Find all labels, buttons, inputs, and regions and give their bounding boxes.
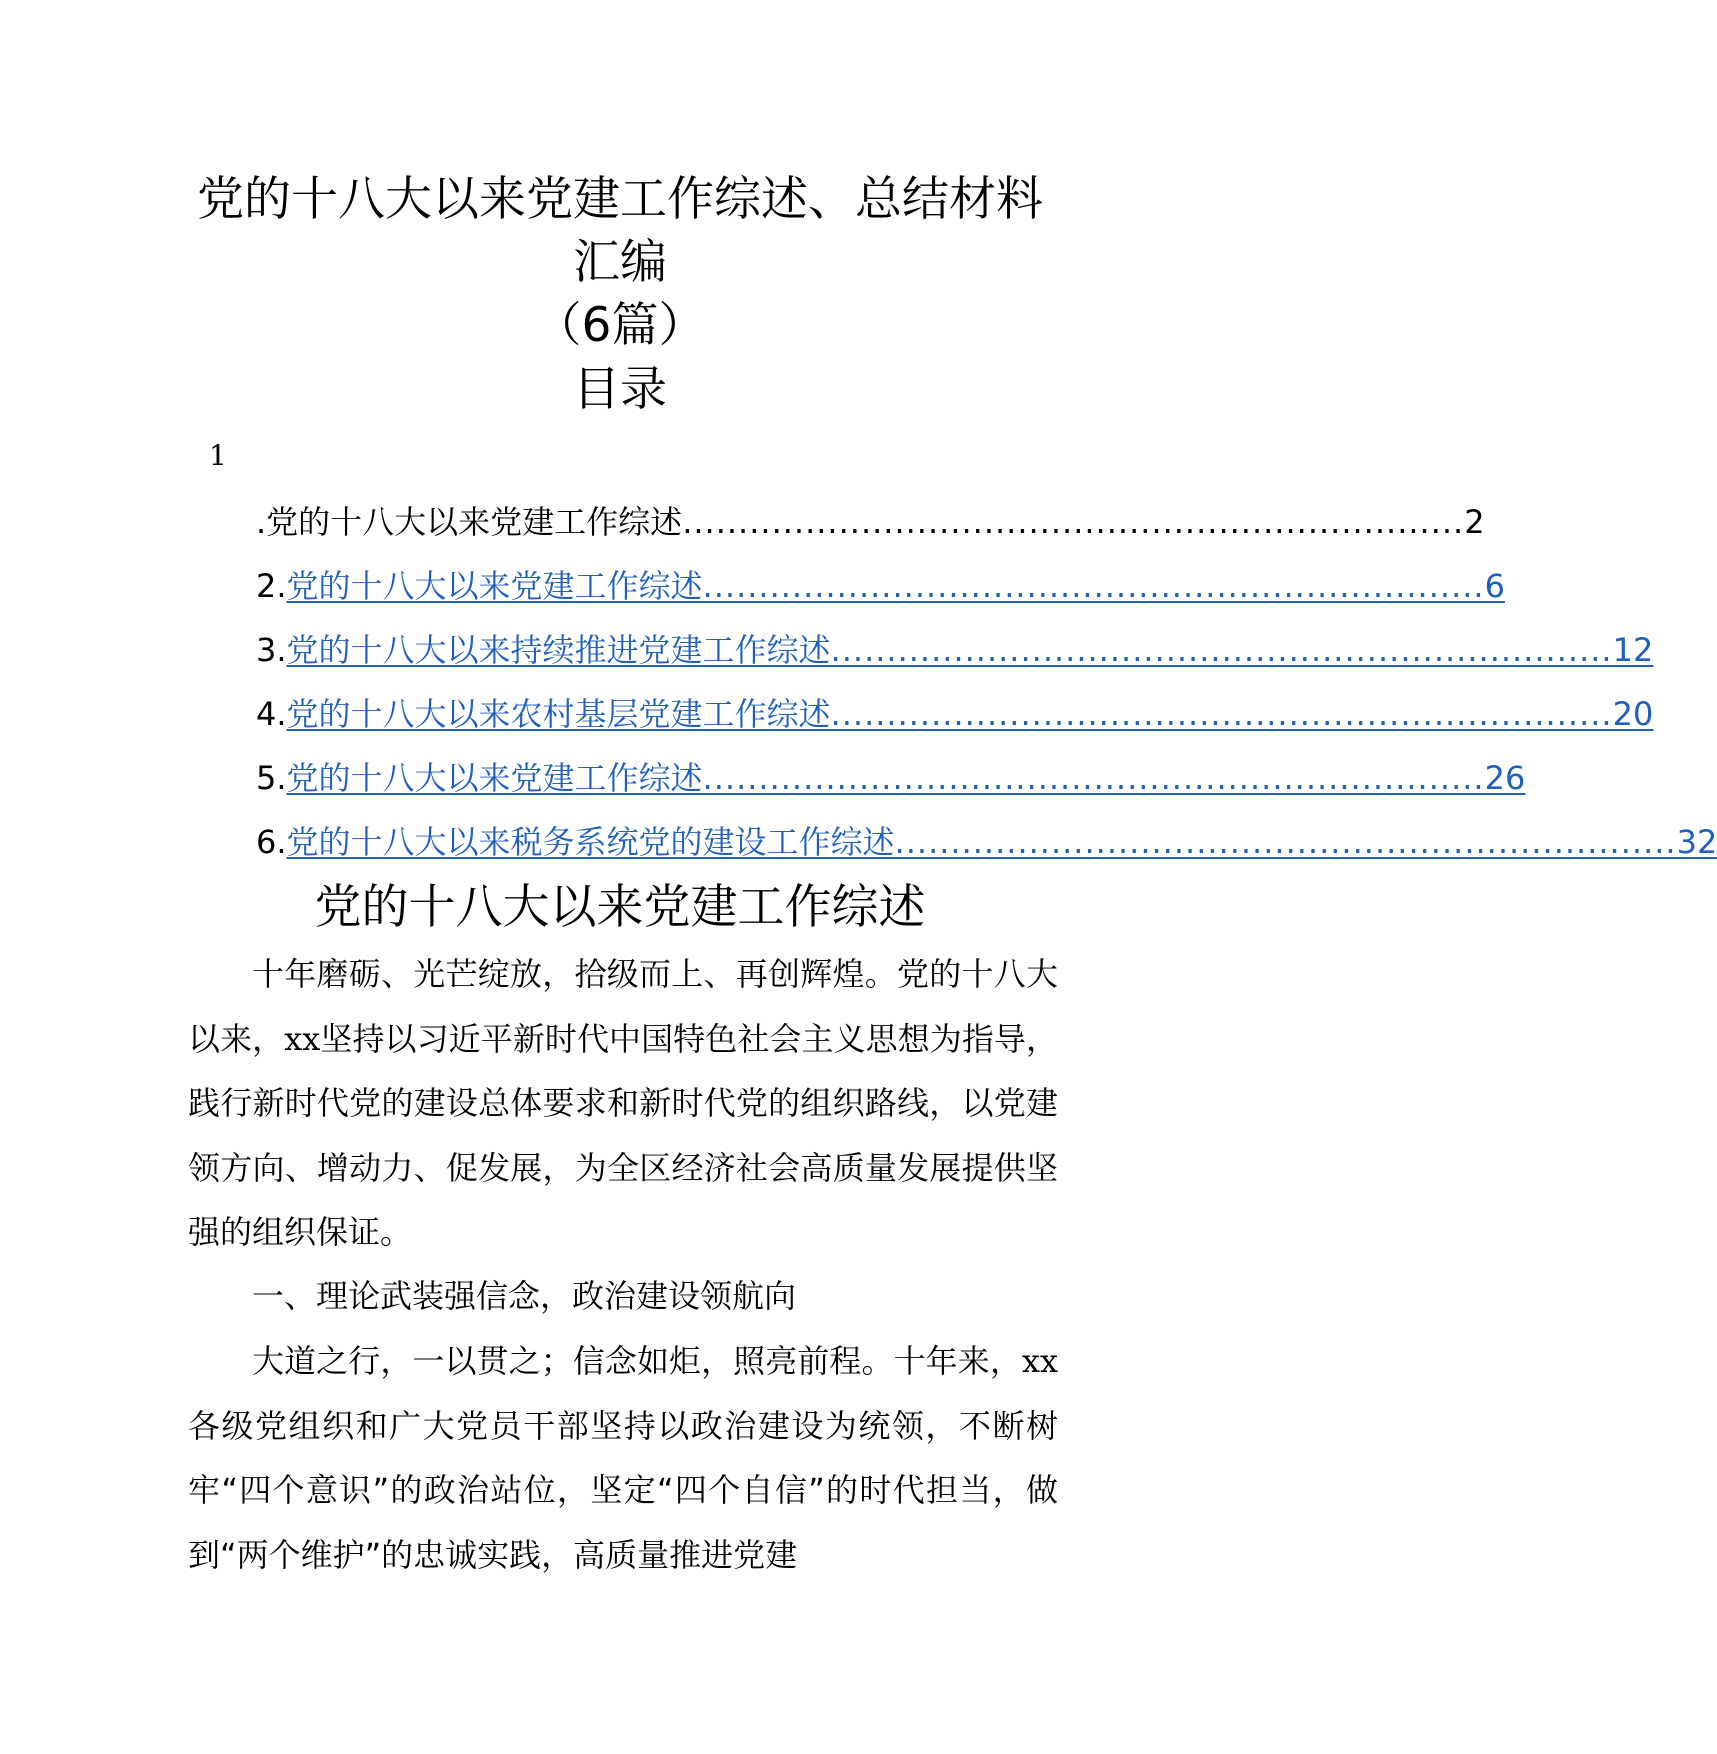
- toc-entry-number: 2.: [256, 567, 287, 605]
- section-heading: 党的十八大以来党建工作综述: [314, 880, 926, 935]
- toc-entry-2[interactable]: [256, 558, 1505, 608]
- toc-entry-page: 20: [1612, 695, 1654, 733]
- placeholder-text: xx: [284, 1019, 321, 1058]
- toc-entry-title: 党的十八大以来税务系统党的建设工作综述: [286, 823, 895, 861]
- body-paragraph-2: [188, 1329, 1058, 1587]
- toc-entry-leader: ......................................................................: [830, 631, 1613, 669]
- toc-entry-1[interactable]: [256, 494, 1485, 544]
- toc-entry-number: 5.: [256, 759, 287, 797]
- document-title-count: （6篇）: [534, 298, 706, 353]
- toc-entry-leader: ......................................................................: [682, 503, 1465, 541]
- toc-heading: 目录: [573, 362, 667, 417]
- paragraph-text: 十年磨砺、光芒绽放，拾级而上、再创辉煌。党的十八大以来，: [188, 955, 1058, 1058]
- toc-entry-6[interactable]: [256, 814, 1717, 864]
- toc-entry-title: .党的十八大以来党建工作综述: [256, 503, 683, 541]
- toc-entry-4[interactable]: [256, 686, 1654, 736]
- toc-entry-number: 3.: [256, 631, 287, 669]
- toc-entry-page: 2: [1464, 503, 1485, 541]
- toc-entry-page: 32: [1676, 823, 1717, 861]
- toc-entry-page: 26: [1484, 759, 1526, 797]
- toc-entry-title: 党的十八大以来党建工作综述: [286, 759, 703, 797]
- toc-entry-link[interactable]: [286, 564, 1505, 608]
- toc-entry-link[interactable]: [286, 756, 1526, 800]
- subheading-1: 一、理论武装强信念，政治建设领航向: [252, 1277, 797, 1315]
- toc-entry-3[interactable]: [256, 622, 1654, 672]
- toc-entry-link[interactable]: [286, 628, 1654, 672]
- paragraph-text: 坚持以习近平新时代中国特色社会主义思想为指导，践行新时代党的建设总体要求和新时代党的组织路线，以党建领方向、增动力、促发展，为全区经济社会高质量发展提供坚强的组织保证。: [188, 1019, 1058, 1251]
- toc-entry-title: 党的十八大以来党建工作综述: [286, 567, 703, 605]
- paragraph-text: 大道之行，一以贯之；信念如炬，照亮前程。十年来，: [252, 1342, 1022, 1380]
- toc-entry-link[interactable]: [286, 692, 1654, 736]
- paragraph-text: 各级党组织和广大党员干部坚持以政治建设为统领，不断树牢“四个意识”的政治站位，坚定“四个自信”的时代担当，做到“两个维护”的忠诚实践，高质量推进党建: [188, 1406, 1058, 1574]
- placeholder-text: xx: [1021, 1342, 1058, 1380]
- body-paragraph-1: [188, 942, 1058, 1265]
- toc-entry-page: 6: [1484, 567, 1505, 605]
- toc-entry-title: 党的十八大以来持续推进党建工作综述: [286, 631, 831, 669]
- toc-entry-link[interactable]: [286, 820, 1717, 864]
- toc-entry-page: 12: [1612, 631, 1654, 669]
- toc-entry-link[interactable]: [256, 500, 1485, 544]
- document-title-line2: 汇编: [573, 235, 667, 290]
- toc-entry-title: 党的十八大以来农村基层党建工作综述: [286, 695, 831, 733]
- toc-entry-leader: ......................................................................: [702, 567, 1485, 605]
- toc-entry-leader: ......................................................................: [830, 695, 1613, 733]
- toc-entry-leader: ......................................................................: [702, 759, 1485, 797]
- toc-marker: 1: [209, 439, 227, 472]
- toc-entry-5[interactable]: [256, 750, 1526, 800]
- toc-entry-number: 6.: [256, 823, 287, 861]
- document-title-line1: 党的十八大以来党建工作综述、总结材料: [197, 172, 1043, 227]
- toc-entry-number: 4.: [256, 695, 287, 733]
- toc-entry-leader: ......................................................................: [894, 823, 1677, 861]
